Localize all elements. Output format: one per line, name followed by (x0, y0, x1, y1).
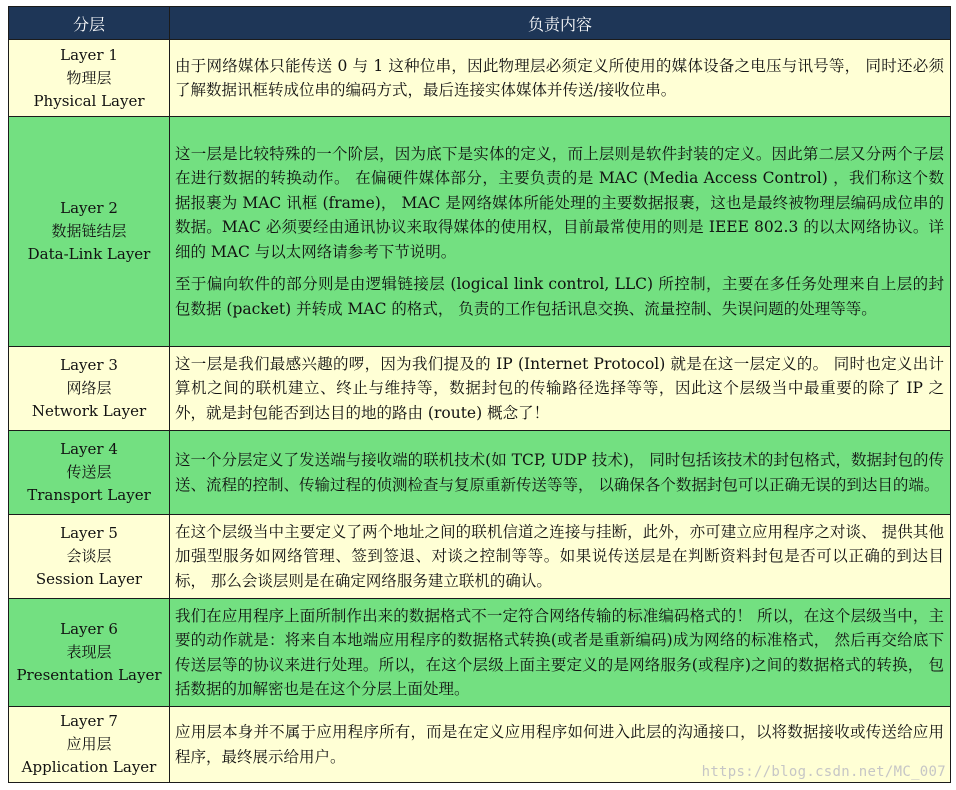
layer-english-name: Data-Link Layer (27, 245, 151, 263)
description-cell (170, 40, 951, 117)
table-header-row (9, 7, 951, 40)
layer-cell (9, 707, 170, 783)
osi-layer-table (8, 6, 951, 783)
layer-chinese-name: 网络层 (66, 379, 112, 397)
layer-number: Layer 7 (60, 712, 118, 730)
header-content: 负责内容 (170, 7, 951, 40)
description-paragraph: 在这个层级当中主要定义了两个地址之间的联机信道之连接与挂断，此外，亦可建立应用程序之对谈、 提供其他加强型服务如网络管理、签到签退、对谈之控制等等。如果说传送层是在判断资料封包是否可以正确的到达目标， 那么会谈层则是在确定网络服务建立联机的确认。 (175, 522, 944, 590)
layer-cell (9, 515, 170, 599)
layer-chinese-name: 应用层 (66, 735, 112, 753)
layer-number: Layer 5 (60, 524, 118, 542)
layer-number: Layer 6 (60, 620, 118, 638)
description-cell (170, 347, 951, 431)
table-row-layer-6 (9, 599, 951, 707)
layer-number: Layer 2 (60, 199, 118, 217)
table-row-layer-2 (9, 117, 951, 347)
layer-english-name: Network Layer (31, 402, 147, 420)
layer-english-name: Presentation Layer (16, 666, 162, 684)
layer-english-name: Physical Layer (33, 91, 145, 110)
description-cell (170, 431, 951, 515)
layer-cell (9, 599, 170, 707)
description-cell (170, 117, 951, 347)
description-paragraph: 由于网络媒体只能传送 0 与 1 这种位串，因此物理层必须定义所使用的媒体设备之电压与讯号等， 同时还必须了解数据讯框转成位串的编码方式，最后连接实体媒体并传送/接收位串。 (175, 56, 944, 99)
layer-english-name: Session Layer (35, 570, 143, 588)
description-cell (170, 599, 951, 707)
header-layer: 分层 (9, 7, 170, 40)
layer-english-name: Application Layer (21, 758, 157, 776)
table-row-layer-5 (9, 515, 951, 599)
description-cell (170, 515, 951, 599)
layer-cell (9, 347, 170, 431)
layer-number: Layer 4 (60, 440, 118, 458)
description-paragraph: 这一层是比较特殊的一个阶层，因为底下是实体的定义，而上层则是软件封装的定义。因此第二层又分两个子层在进行数据的转换动作。 在偏硬件媒体部分，主要负责的是 MAC (Media Access Control) ，我们称这个数据报裹为 MAC 讯框 (frame)， MAC 是网络媒体所能处理的主要数据报裹，这也是最终被物理层编码成位串的数据。MAC 必须要经由通讯协议来取得媒体的使用权，目前最常使用的则是 IEEE 802.3 的以太网络协议。详细的 MAC 与以太网络请参考下节说明。 (175, 144, 944, 261)
table-row-layer-1 (9, 40, 951, 117)
layer-cell (9, 40, 170, 117)
table-row-layer-4 (9, 431, 951, 515)
description-paragraph: 这一层是我们最感兴趣的啰，因为我们提及的 IP (Internet Protocol) 就是在这一层定义的。 同时也定义出计算机之间的联机建立、终止与维持等，数据封包的传输路径选择等等，因此这个层级当中最重要的除了 IP 之外，就是封包能否到达目的地的路由 (route) 概念了！ (175, 354, 944, 422)
layer-chinese-name: 数据链结层 (51, 222, 127, 240)
watermark-text: https://blog.csdn.net/MC_007 (701, 764, 946, 780)
description-paragraph: 应用层本身并不属于应用程序所有，而是在定义应用程序如何进入此层的沟通接口，以将数据接收或传送给应用程序，最终展示给用户。 (175, 723, 944, 766)
layer-english-name: Transport Layer (27, 486, 151, 504)
description-paragraph: 这一个分层定义了发送端与接收端的联机技术(如 TCP, UDP 技术)， 同时包括该技术的封包格式，数据封包的传送、流程的控制、传输过程的侦测检查与复原重新传送等等， 以确保各个数据封包可以正确无误的到达目的端。 (175, 451, 944, 494)
layer-chinese-name: 传送层 (66, 463, 112, 481)
layer-chinese-name: 会谈层 (66, 547, 112, 565)
layer-cell (9, 117, 170, 347)
table-row-layer-3 (9, 347, 951, 431)
layer-chinese-name: 物理层 (66, 68, 112, 87)
description-paragraph: 至于偏向软件的部分则是由逻辑链接层 (logical link control, LLC) 所控制，主要在多任务处理来自上层的封包数据 (packet) 并转成 MAC 的格式， 负责的工作包括讯息交换、流量控制、失误问题的处理等等。 (175, 275, 944, 318)
description-paragraph: 我们在应用程序上面所制作出来的数据格式不一定符合网络传输的标准编码格式的！ 所以，在这个层级当中，主要的动作就是：将来自本地端应用程序的数据格式转换(或者是重新编码)成为网络的标准格式， 然后再交给底下传送层等的协议来进行处理。所以，在这个层级上面主要定义的是网络服务(或程序)之间的数据格式的转换， 包括数据的加解密也是在这个分层上面处理。 (175, 606, 944, 698)
layer-cell (9, 431, 170, 515)
layer-chinese-name: 表现层 (66, 643, 112, 661)
layer-number: Layer 1 (60, 45, 118, 64)
layer-number: Layer 3 (60, 356, 118, 374)
